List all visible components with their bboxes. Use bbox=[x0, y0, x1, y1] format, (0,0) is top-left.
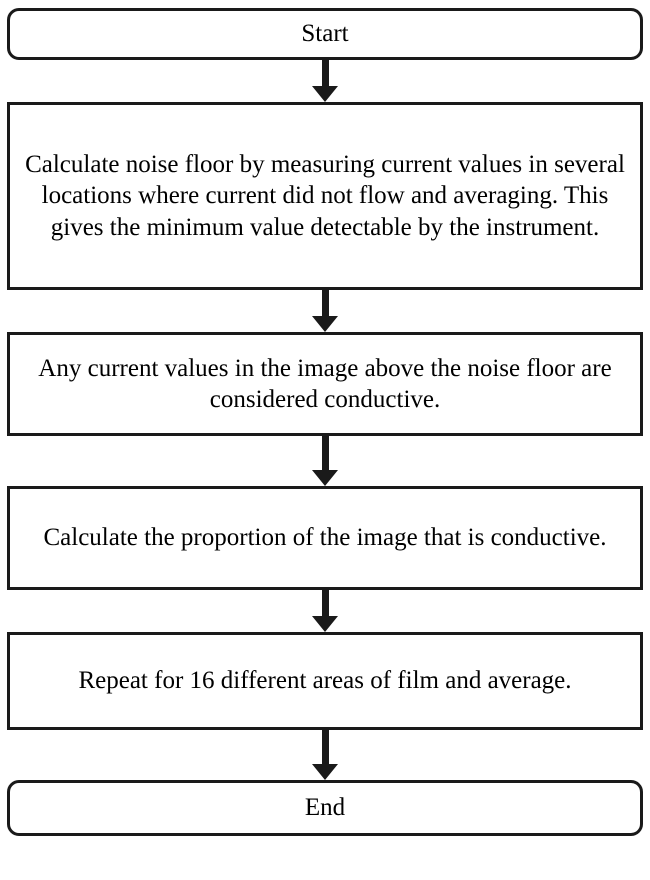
arrow-down-icon-noise-to-above bbox=[312, 290, 338, 332]
arrow-shaft bbox=[322, 730, 329, 764]
arrow-shaft bbox=[322, 436, 329, 470]
arrow-down-icon-above-to-proportion bbox=[312, 436, 338, 486]
flowchart-node-start bbox=[7, 8, 643, 60]
flowchart-node-noise-floor-label: Calculate noise floor by measuring current values in several locations where current did not flow and averaging. This gives the minimum value detectable by the instrument. bbox=[25, 150, 625, 241]
flowchart-node-end-label: End bbox=[304, 794, 346, 822]
flowchart-node-start-label: Start bbox=[301, 20, 349, 48]
flowchart-node-end bbox=[7, 780, 643, 836]
flowchart-node-repeat-label: Repeat for 16 different areas of film and average. bbox=[78, 667, 572, 695]
arrow-shaft bbox=[322, 60, 329, 86]
arrow-down-icon-repeat-to-end bbox=[312, 730, 338, 780]
flowchart-node-repeat bbox=[7, 632, 643, 730]
flowchart-node-proportion bbox=[7, 486, 643, 590]
arrow-head bbox=[312, 86, 338, 102]
flowchart-node-proportion-label: Calculate the proportion of the image that is conductive. bbox=[43, 524, 607, 552]
arrow-head bbox=[312, 316, 338, 332]
arrow-shaft bbox=[322, 590, 329, 616]
flowchart-node-above-noise-floor-label: Any current values in the image above the noise floor are considered conductive. bbox=[38, 354, 612, 413]
arrow-shaft bbox=[322, 290, 329, 316]
flowchart-node-above-noise-floor bbox=[7, 332, 643, 436]
arrow-head bbox=[312, 616, 338, 632]
arrow-head bbox=[312, 470, 338, 486]
arrow-head bbox=[312, 764, 338, 780]
arrow-down-icon-start-to-noise bbox=[312, 60, 338, 102]
flowchart-node-noise-floor bbox=[7, 102, 643, 290]
arrow-down-icon-proportion-to-repeat bbox=[312, 590, 338, 632]
